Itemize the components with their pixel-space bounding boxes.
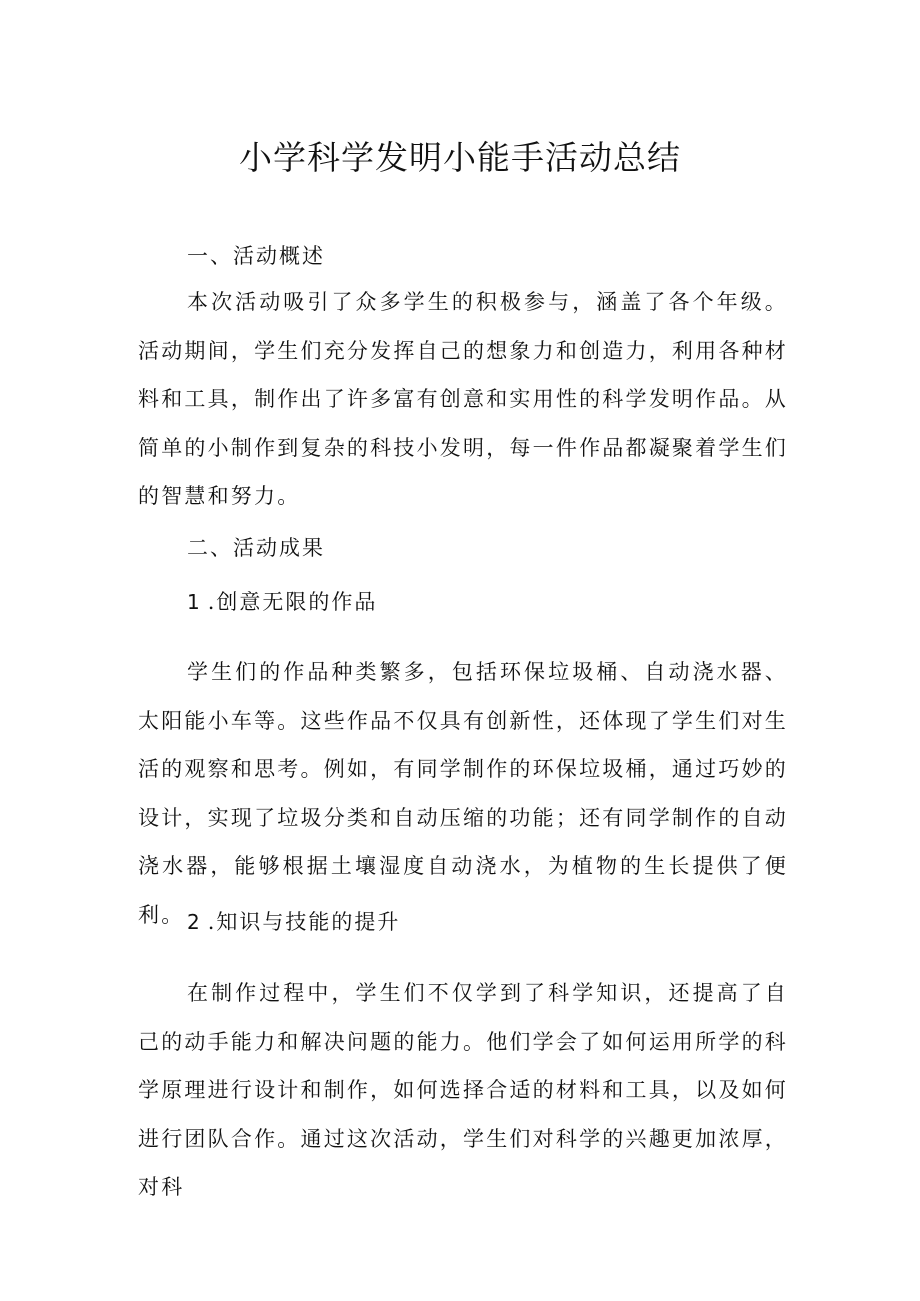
subheading-text: .创意无限的作品 <box>207 590 378 614</box>
subheading-number: 2 <box>187 910 202 934</box>
section-heading-results: 二、活动成果 <box>187 536 325 560</box>
subheading-knowledge-skills <box>187 906 400 936</box>
subheading-creative-works <box>187 586 377 616</box>
section-heading-overview: 一、活动概述 <box>187 244 325 268</box>
subheading-number: 1 <box>187 590 202 614</box>
document-title: 小学科学发明小能手活动总结 <box>239 138 681 177</box>
subheading-text: .知识与技能的提升 <box>207 910 401 934</box>
knowledge-skills-paragraph: 在制作过程中，学生们不仅学到了科学知识，还提高了自己的动手能力和解决问题的能力。他们学会了如何运用所学的科学原理进行设计和制作，如何选择合适的材料和工具，以及如何进行团队合作。通过这次活动，学生们对科学的兴趣更加浓厚，对科 <box>138 981 788 1199</box>
overview-paragraph: 本次活动吸引了众多学生的积极参与，涵盖了各个年级。活动期间，学生们充分发挥自己的想象力和创造力，利用各种材料和工具，制作出了许多富有创意和实用性的科学发明作品。从简单的小制作到复杂的科技小发明，每一件作品都凝聚着学生们的智慧和努力。 <box>138 290 788 508</box>
creative-works-paragraph: 学生们的作品种类繁多，包括环保垃圾桶、自动浇水器、太阳能小车等。这些作品不仅具有创新性，还体现了学生们对生活的观察和思考。例如，有同学制作的环保垃圾桶，通过巧妙的设计，实现了垃圾分类和自动压缩的功能；还有同学制作的自动浇水器，能够根据土壤湿度自动浇水，为植物的生长提供了便利。 <box>138 660 788 927</box>
